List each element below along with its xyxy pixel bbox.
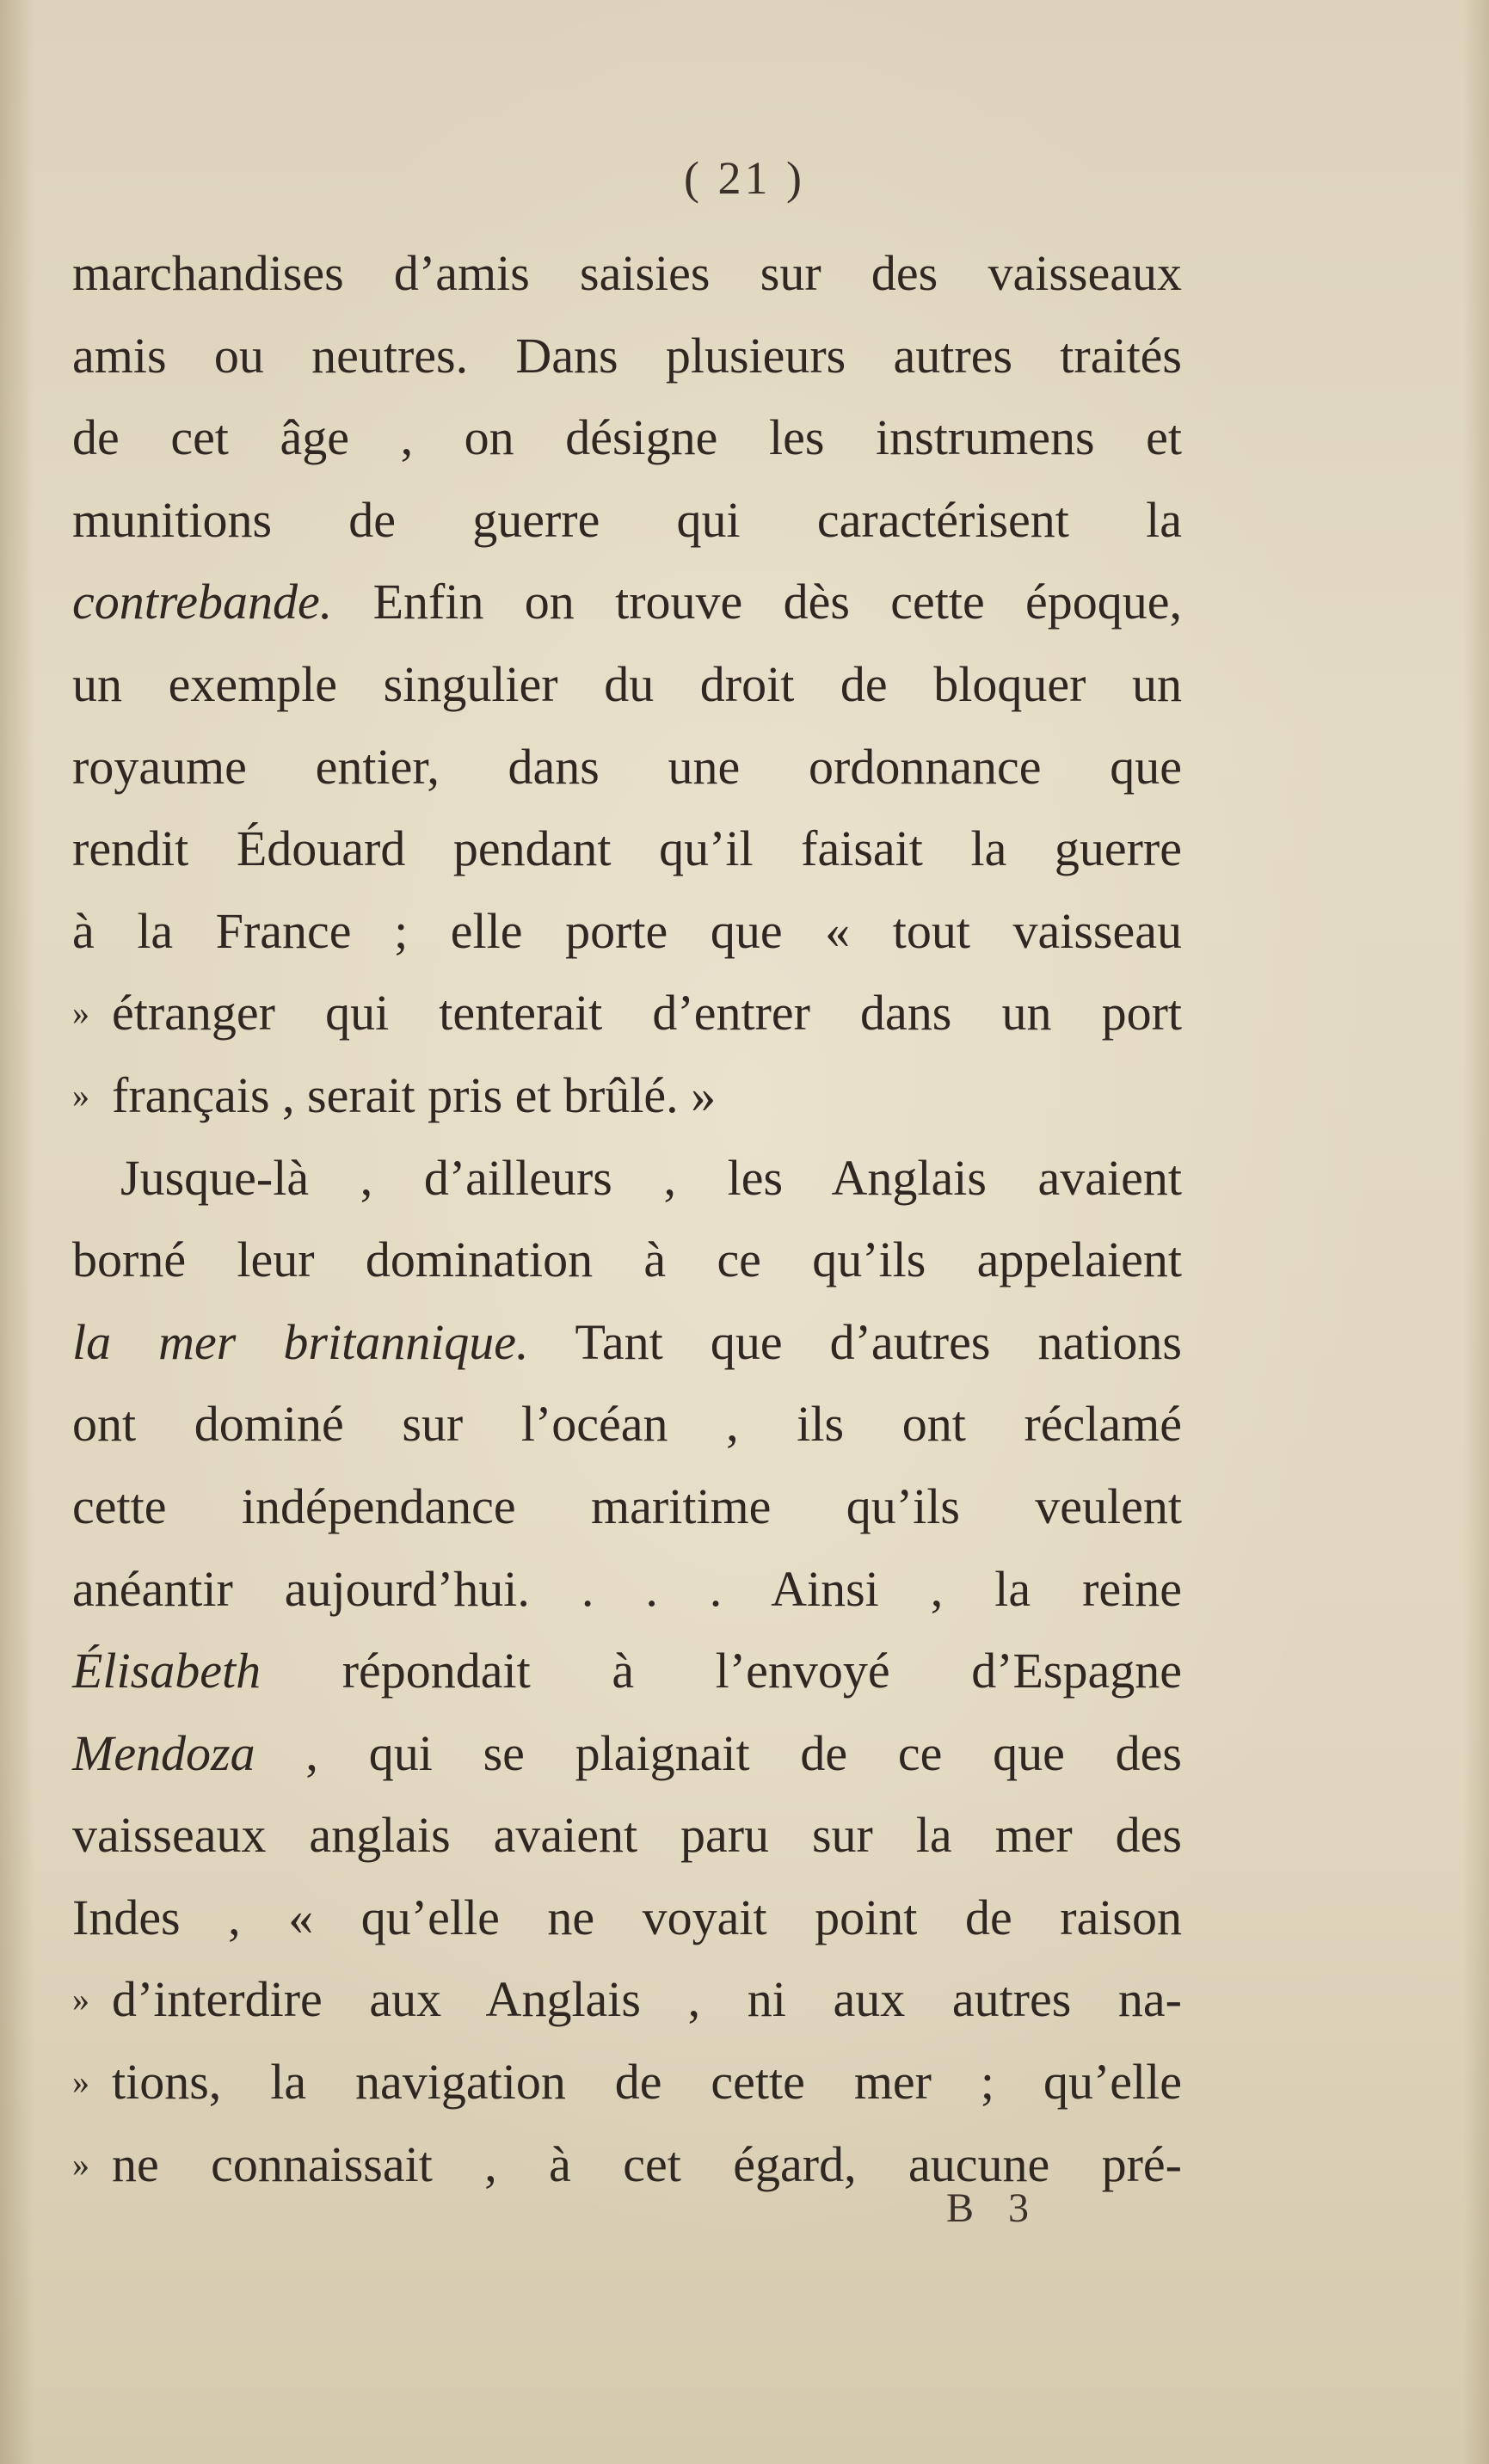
line-text: amis ou neutres. Dans plusieurs autres traités — [72, 327, 1182, 384]
quote-line — [72, 2041, 1182, 2123]
line-text: vaisseaux anglais avaient paru sur la mer des — [72, 1807, 1182, 1864]
text-line — [72, 1877, 1182, 1959]
line-text: un exemple singulier du droit de bloquer un — [72, 655, 1182, 712]
quote-line — [72, 972, 1182, 1054]
text-line — [72, 726, 1182, 808]
text-line — [72, 396, 1182, 479]
line-text: à la France ; elle porte que « tout vaisseau — [72, 902, 1182, 959]
text-line — [72, 1712, 1182, 1795]
text-line — [72, 1301, 1182, 1384]
page-number: ( 21 ) — [684, 152, 805, 204]
line-text: Indes , « qu’elle ne voyait point de raison — [72, 1889, 1182, 1945]
line-text: Enfin on trouve dès cette époque, — [332, 574, 1182, 630]
quote-mark: » — [72, 2144, 89, 2184]
text-line — [72, 1794, 1182, 1877]
text-line — [72, 1383, 1182, 1465]
paragraph-start-line — [72, 1137, 1182, 1220]
line-text: français , serait pris et brûlé. » — [112, 1066, 717, 1123]
quote-mark: » — [72, 993, 89, 1033]
text-line — [72, 1630, 1182, 1712]
quote-line — [72, 1054, 1182, 1137]
italic-term: Mendoza — [72, 1724, 255, 1781]
signature-mark: B 3 — [946, 2185, 1042, 2231]
line-text: Tant que d’autres nations — [528, 1313, 1182, 1370]
line-text: Jusque-là , d’ailleurs , les Anglais avaient — [120, 1149, 1182, 1206]
text-line — [72, 643, 1182, 726]
body-text — [72, 232, 1182, 2205]
italic-term: contrebande. — [72, 574, 333, 630]
quote-line — [72, 1958, 1182, 2041]
text-line — [72, 232, 1182, 315]
quote-mark: » — [72, 2062, 89, 2102]
italic-term: Élisabeth — [72, 1643, 261, 1699]
line-text: borné leur domination à ce qu’ils appelaient — [72, 1232, 1182, 1288]
text-line — [72, 1219, 1182, 1301]
line-text: ne connaissait , à cet égard, aucune pré- — [112, 2135, 1182, 2192]
text-line — [72, 1465, 1182, 1548]
line-text: munitions de guerre qui caractérisent la — [72, 491, 1182, 548]
line-text: anéantir aujourd’hui. . . . Ainsi , la reine — [72, 1560, 1182, 1617]
italic-term: la mer britannique. — [72, 1313, 529, 1370]
line-text: marchandises d’amis saisies sur des vaisseaux — [72, 245, 1182, 301]
line-text: rendit Édouard pendant qu’il faisait la guerre — [72, 820, 1182, 877]
text-line — [72, 315, 1182, 397]
line-text: ont dominé sur l’océan , ils ont réclamé — [72, 1396, 1182, 1453]
line-text: cette indépendance maritime qu’ils veulent — [72, 1478, 1182, 1534]
quote-mark: » — [72, 1075, 89, 1115]
line-text: répondait à l’envoyé d’Espagne — [261, 1643, 1182, 1699]
line-text: tions, la navigation de cette mer ; qu’elle — [112, 2054, 1182, 2111]
line-text: étranger qui tenterait d’entrer dans un port — [112, 985, 1182, 1042]
line-text: royaume entier, dans une ordonnance que — [72, 738, 1182, 795]
text-line — [72, 808, 1182, 890]
line-text: de cet âge , on désigne les instrumens et — [72, 409, 1182, 466]
text-line — [72, 479, 1182, 562]
line-text: d’interdire aux Anglais , ni aux autres na- — [112, 1971, 1182, 2028]
line-text: , qui se plaignait de ce que des — [255, 1724, 1182, 1781]
text-line — [72, 1548, 1182, 1631]
quote-mark: » — [72, 1980, 89, 2019]
text-line — [72, 890, 1182, 973]
text-line — [72, 561, 1182, 643]
